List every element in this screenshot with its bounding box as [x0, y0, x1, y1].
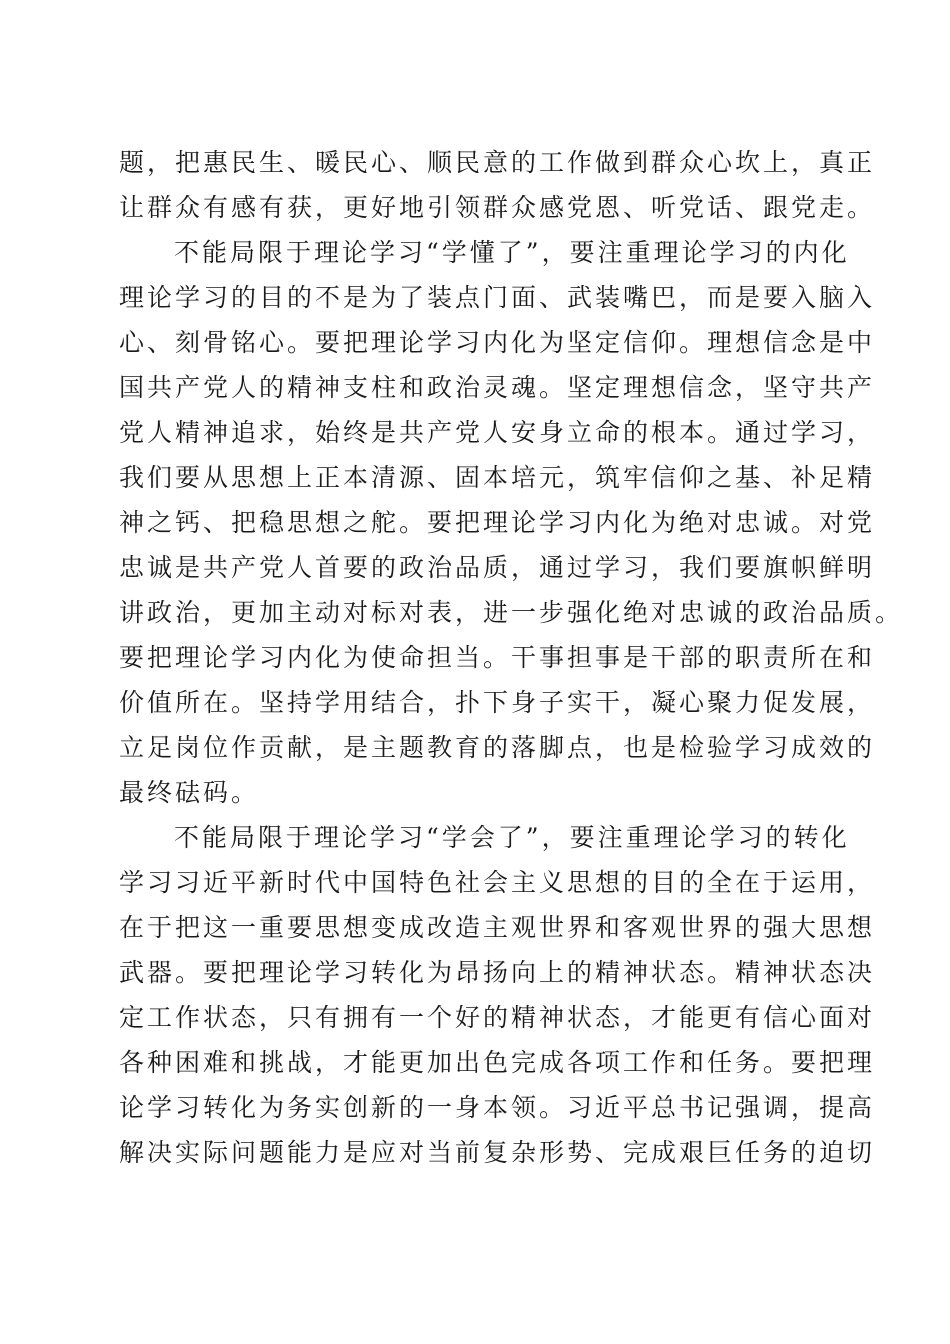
- text-line: 讲政治，更加主动对标对表，进一步强化绝对忠诚的政治品质。: [119, 598, 904, 627]
- text-line: 要把理论学习内化为使命担当。干事担事是干部的职责所在和: [119, 643, 876, 672]
- text-line: 定工作状态，只有拥有一个好的精神状态，才能更有信心面对: [119, 1003, 876, 1032]
- text-line: 题，把惠民生、暖民心、顺民意的工作做到群众心坎上，真正: [119, 148, 876, 177]
- text-line: 我们要从思想上正本清源、固本培元，筑牢信仰之基、补足精: [119, 463, 876, 492]
- text-line: 神之钙、把稳思想之舵。要把理论学习内化为绝对忠诚。对党: [119, 508, 876, 537]
- text-line: 各种困难和挑战，才能更加出色完成各项工作和任务。要把理: [119, 1048, 876, 1077]
- text-line: 党人精神追求，始终是共产党人安身立命的根本。通过学习，: [119, 418, 876, 447]
- text-line: 国共产党人的精神支柱和政治灵魂。坚定理想信念，坚守共产: [119, 373, 876, 402]
- text-line: 最终砝码。: [119, 778, 260, 807]
- text-line: 论学习转化为务实创新的一身本领。习近平总书记强调，提高: [119, 1093, 876, 1122]
- text-line: 让群众有感有获，更好地引领群众感党恩、听党话、跟党走。: [119, 193, 876, 222]
- section-heading-line: 不能局限于理论学习“学懂了”，要注重理论学习的内化: [174, 238, 850, 267]
- text-line: 理论学习的目的不是为了装点门面、武装嘴巴，而是要入脑入: [119, 283, 876, 312]
- section-heading-line: 不能局限于理论学习“学会了”，要注重理论学习的转化: [174, 823, 850, 852]
- text-line: 在于把这一重要思想变成改造主观世界和客观世界的强大思想: [119, 913, 876, 942]
- text-line: 立足岗位作贡献，是主题教育的落脚点，也是检验学习成效的: [119, 733, 876, 762]
- body-text: [119, 140, 904, 1175]
- text-line: 价值所在。坚持学用结合，扑下身子实干，凝心聚力促发展，: [119, 688, 876, 717]
- text-line: 武器。要把理论学习转化为昂扬向上的精神状态。精神状态决: [119, 958, 876, 987]
- text-line: 解决实际问题能力是应对当前复杂形势、完成艰巨任务的迫切: [119, 1138, 876, 1167]
- text-line: 忠诚是共产党人首要的政治品质，通过学习，我们要旗帜鲜明: [119, 553, 876, 582]
- text-line: 学习习近平新时代中国特色社会主义思想的目的全在于运用，: [119, 868, 876, 897]
- text-line: 心、刻骨铭心。要把理论学习内化为坚定信仰。理想信念是中: [119, 328, 876, 357]
